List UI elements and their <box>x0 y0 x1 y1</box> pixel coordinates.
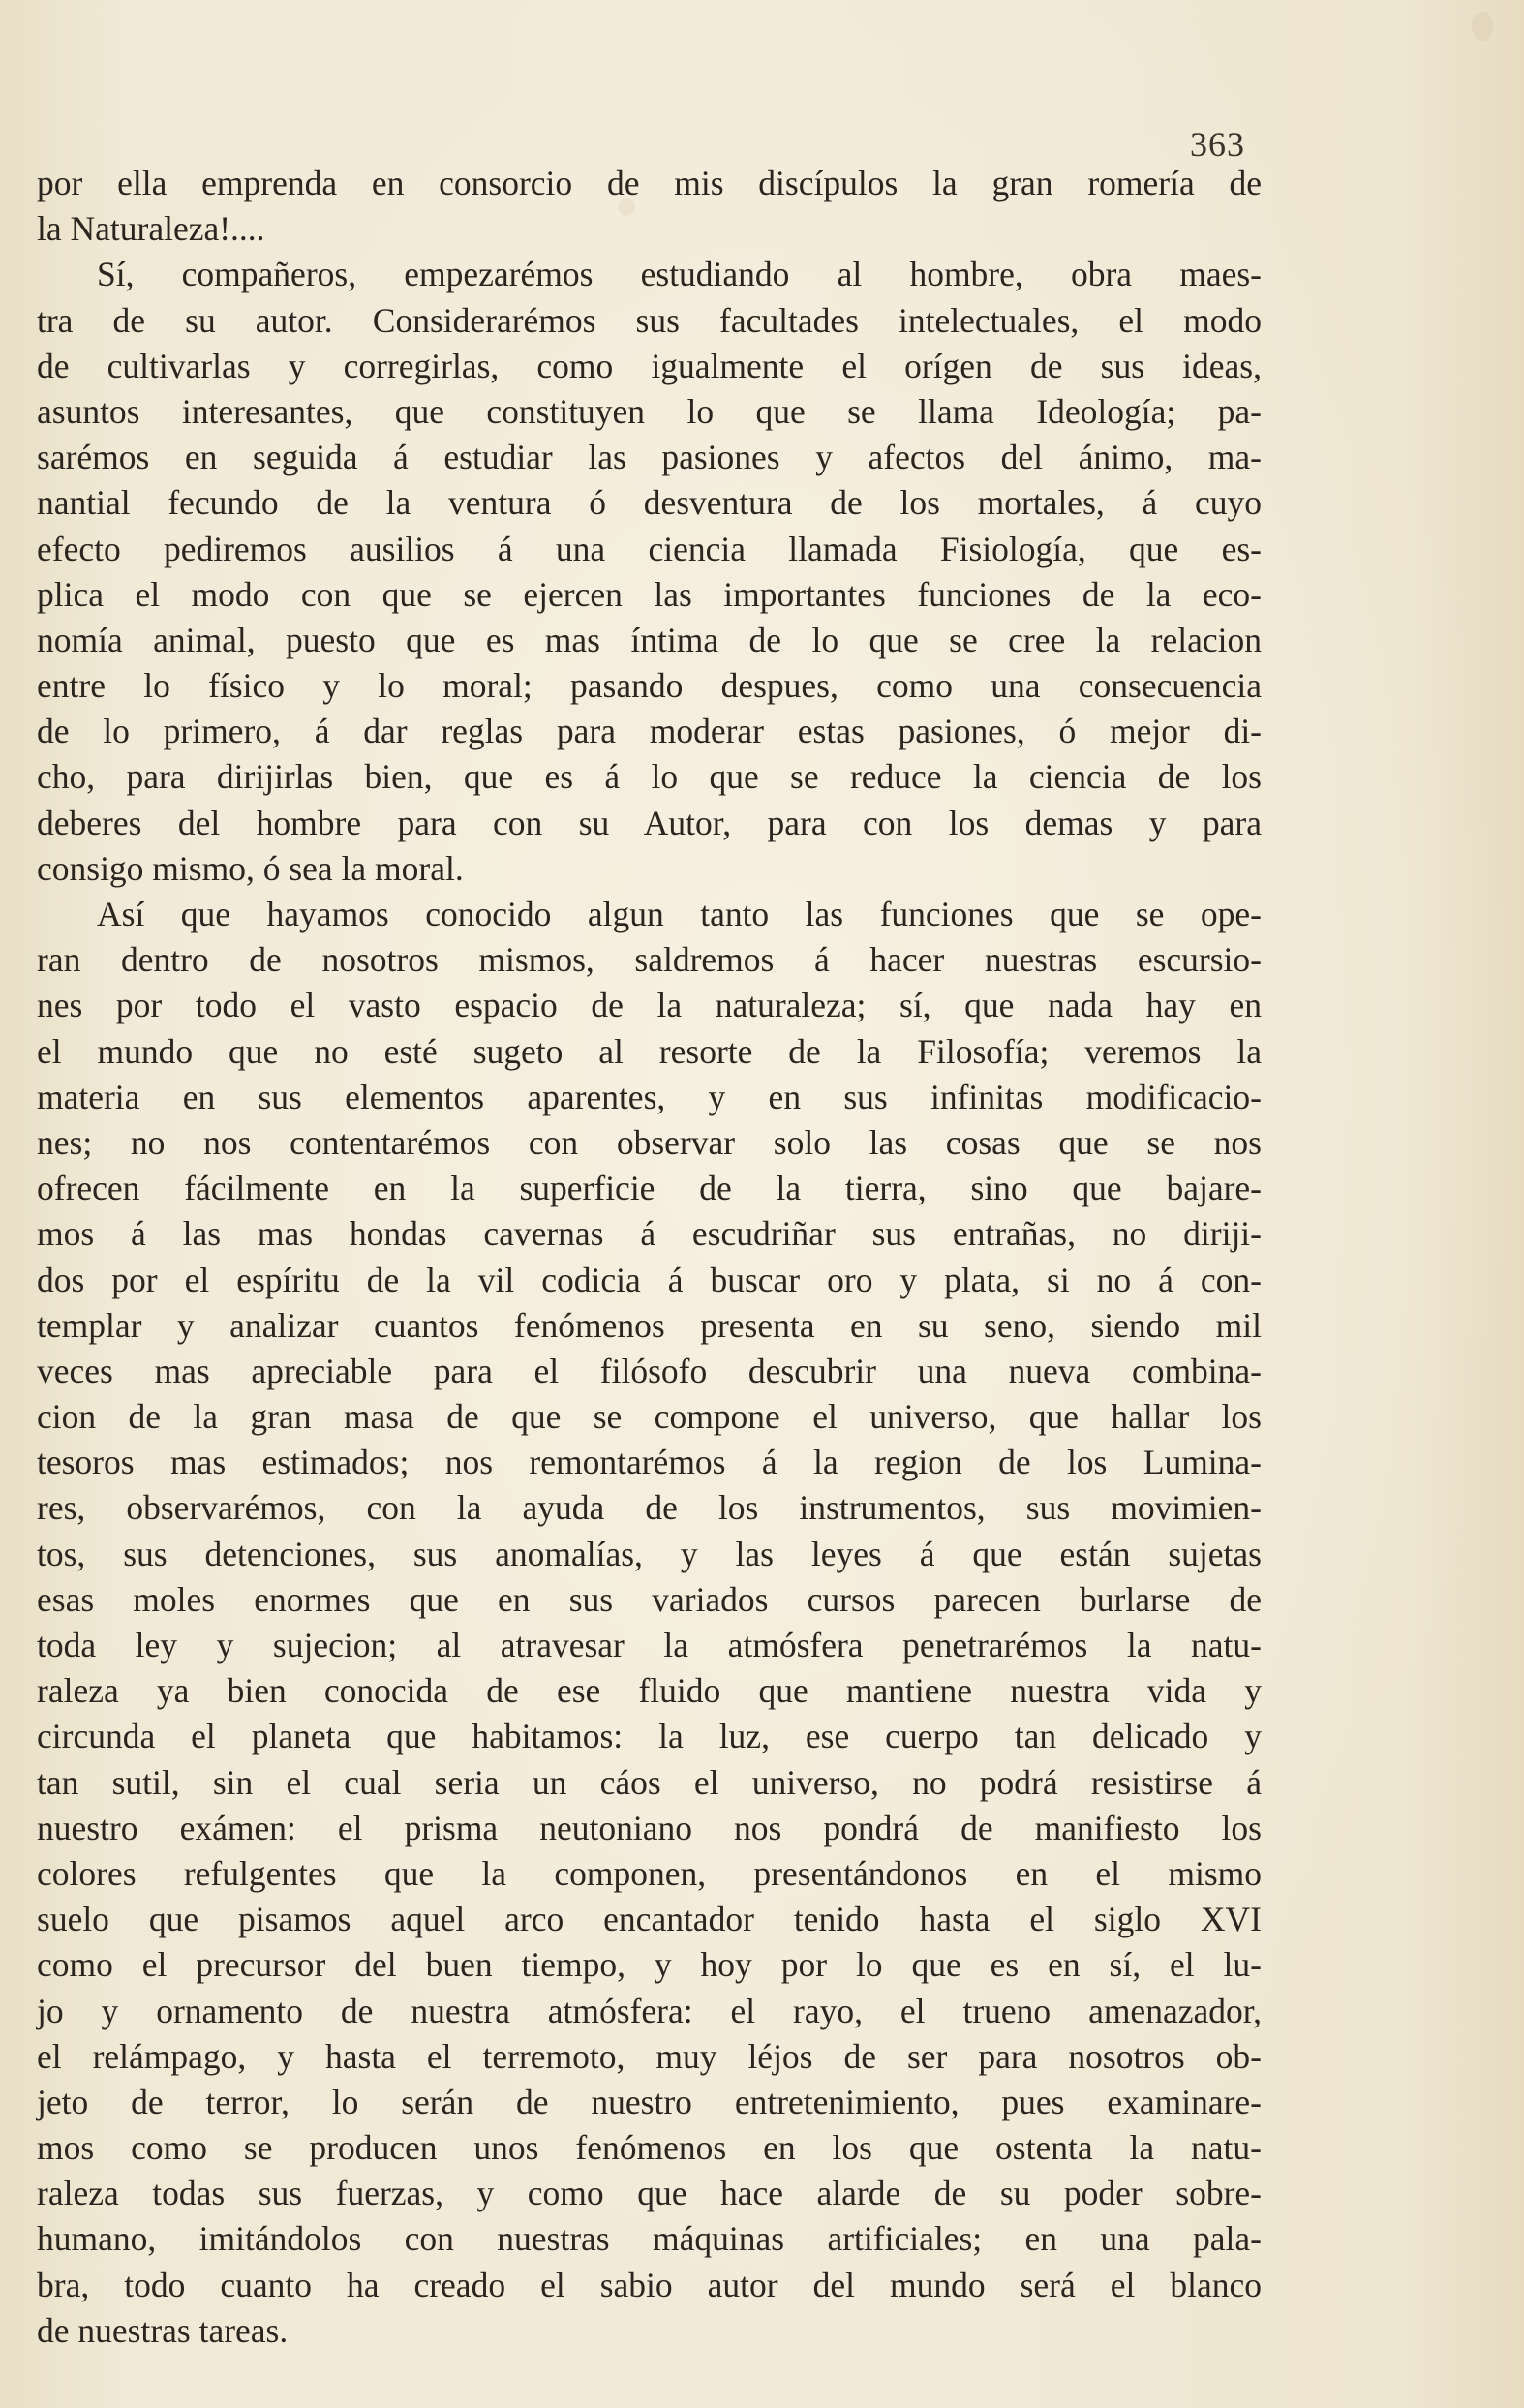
text-line: raleza ya bien conocida de ese fluido que mantiene nuestra vida y <box>37 1671 1262 1711</box>
text-line: el relámpago, y hasta el terremoto, muy léjos de ser para nosotros ob- <box>37 2036 1262 2076</box>
text-line: Sí, compañeros, empezarémos estudiando al hombre, obra maes- <box>97 255 1262 294</box>
text-line: Así que hayamos conocido algun tanto las funciones que se ope- <box>97 895 1262 933</box>
text-line: res, observarémos, con la ayuda de los instrumentos, sus movimien- <box>37 1488 1262 1528</box>
text-line: consigo mismo, ó sea la moral. <box>37 848 464 888</box>
text-line: como el precursor del buen tiempo, y hoy por lo que es en sí, el lu- <box>37 1945 1262 1985</box>
text-line: nes; no nos contentarémos con observar solo las cosas que se nos <box>37 1122 1262 1162</box>
text-line: ran dentro de nosotros mismos, saldremos á hacer nuestras escursio- <box>37 940 1262 980</box>
text-line: asuntos interesantes, que constituyen lo que se llama Ideología; pa- <box>37 391 1262 431</box>
text-line: nomía animal, puesto que es mas íntima de lo que se cree la relacion <box>37 620 1262 659</box>
text-line: la Naturaleza!.... <box>37 209 265 249</box>
text-line: dos por el espíritu de la vil codicia á buscar oro y plata, si no á con- <box>37 1260 1262 1299</box>
text-line: jo y ornamento de nuestra atmósfera: el rayo, el trueno amenazador, <box>37 1991 1262 2030</box>
text-line: cion de la gran masa de que se compone el universo, que hallar los <box>37 1397 1262 1437</box>
text-line: raleza todas sus fuerzas, y como que hace alarde de su poder sobre- <box>37 2174 1262 2213</box>
text-line: nes por todo el vasto espacio de la naturaleza; sí, que nada hay en <box>37 986 1262 1025</box>
text-line: nuestro exámen: el prisma neutoniano nos pondrá de manifiesto los <box>37 1808 1262 1847</box>
text-line: tesoros mas estimados; nos remontarémos á la region de los Lumina- <box>37 1443 1262 1482</box>
text-line: ofrecen fácilmente en la superficie de la tierra, sino que bajare- <box>37 1169 1262 1208</box>
text-line: por ella emprenda en consorcio de mis discípulos la gran romería de <box>37 164 1262 202</box>
body-text <box>37 161 1262 2354</box>
page-number: 363 <box>1190 125 1245 164</box>
text-line: efecto pediremos ausilios á una ciencia llamada Fisiología, que es- <box>37 529 1262 568</box>
text-line: humano, imitándolos con nuestras máquinas artificiales; en una pala- <box>37 2219 1262 2259</box>
text-line: nantial fecundo de la ventura ó desventura de los mortales, á cuyo <box>37 483 1262 523</box>
text-line: tan sutil, sin el cual seria un cáos el universo, no podrá resistirse á <box>37 1762 1262 1802</box>
text-line: plica el modo con que se ejercen las importantes funciones de la eco- <box>37 574 1262 614</box>
text-line: esas moles enormes que en sus variados cursos parecen burlarse de <box>37 1579 1262 1619</box>
text-line: circunda el planeta que habitamos: la luz, ese cuerpo tan delicado y <box>37 1717 1262 1756</box>
text-line: materia en sus elementos aparentes, y en sus infinitas modificacio- <box>37 1077 1262 1116</box>
text-line: mos á las mas hondas cavernas á escudriñar sus entrañas, no diriji- <box>37 1214 1262 1254</box>
text-line: de cultivarlas y corregirlas, como igualmente el orígen de sus ideas, <box>37 346 1262 385</box>
text-line: entre lo físico y lo moral; pasando despues, como una consecuencia <box>37 666 1262 706</box>
text-line: colores refulgentes que la componen, presentándonos en el mismo <box>37 1853 1262 1893</box>
text-line: mos como se producen unos fenómenos en los que ostenta la natu- <box>37 2128 1262 2168</box>
text-line: el mundo que no esté sugeto al resorte de la Filosofía; veremos la <box>37 1031 1262 1071</box>
text-line: templar y analizar cuantos fenómenos presenta en su seno, siendo mil <box>37 1305 1262 1345</box>
text-line: de lo primero, á dar reglas para moderar estas pasiones, ó mejor di- <box>37 712 1262 751</box>
text-line: cho, para dirijirlas bien, que es á lo que se reduce la ciencia de los <box>37 757 1262 797</box>
paper-stain <box>1472 12 1493 41</box>
text-line: toda ley y sujecion; al atravesar la atmósfera penetrarémos la natu- <box>37 1626 1262 1664</box>
text-line: sarémos en seguida á estudiar las pasiones y afectos del ánimo, ma- <box>37 438 1262 477</box>
text-line: veces mas apreciable para el filósofo descubrir una nueva combina- <box>37 1351 1262 1390</box>
text-line: tra de su autor. Considerarémos sus facultades intelectuales, el modo <box>37 300 1262 340</box>
text-line: de nuestras tareas. <box>37 2310 289 2350</box>
text-line: deberes del hombre para con su Autor, para con los demas y para <box>37 803 1262 842</box>
text-line: suelo que pisamos aquel arco encantador tenido hasta el siglo XVI <box>37 1900 1262 1939</box>
text-line: jeto de terror, lo serán de nuestro entretenimiento, pues examinare- <box>37 2082 1262 2121</box>
text-line: bra, todo cuanto ha creado el sabio autor del mundo será el blanco <box>37 2265 1262 2304</box>
text-line: tos, sus detenciones, sus anomalías, y las leyes á que están sujetas <box>37 1534 1262 1573</box>
